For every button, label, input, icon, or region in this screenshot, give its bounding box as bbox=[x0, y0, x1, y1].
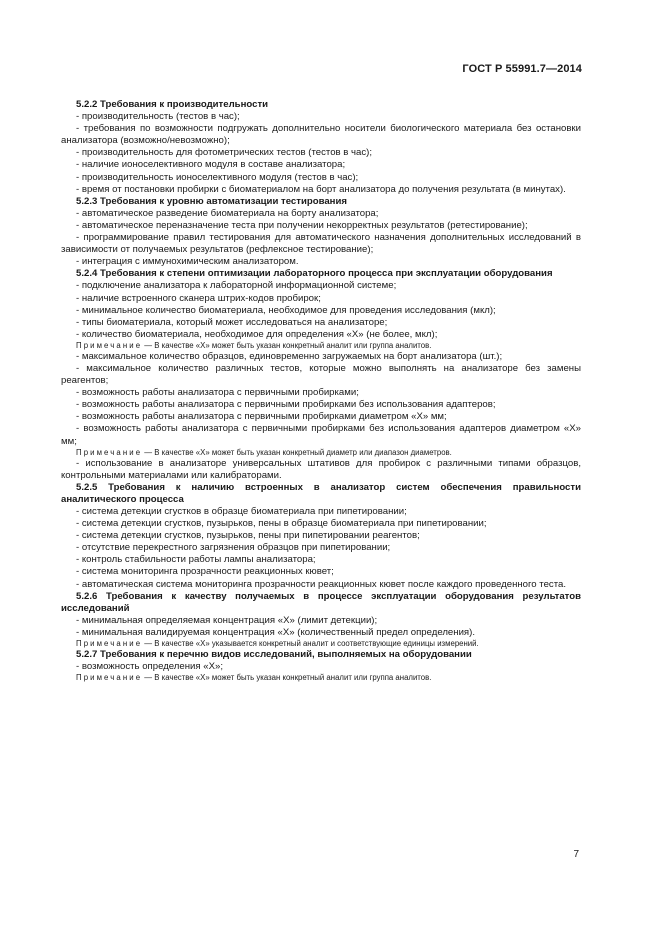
list-item: - требования по возможности подгружать дополнительно носители биологического материала без остановки анализатора (возможно/невозможно); bbox=[61, 123, 581, 147]
list-item: - использование в анализаторе универсальных штативов для пробирок с различными типами образцов, контрольными материалами или калибраторами. bbox=[61, 457, 581, 481]
list-item: - минимальная определяемая концентрация «Х» (лимит детекции); bbox=[76, 614, 378, 626]
list-item: - количество биоматериала, необходимое для определения «Х» (не более, мкл); bbox=[76, 328, 438, 340]
section-heading: 5.2.5 Требования к наличию встроенных в анализатор систем обеспечения правильности аналитического процесса bbox=[61, 481, 581, 505]
list-item: - возможность работы анализатора с первичными пробирками без использования адаптеров диаметром «Х» мм; bbox=[61, 423, 581, 447]
note-text: — В качестве «Х» указывается конкретный аналит и соответствующие единицы измерений. bbox=[142, 639, 479, 649]
list-item: - система мониторинга прозрачности реакционных кювет; bbox=[76, 566, 334, 578]
note-paragraph bbox=[61, 341, 581, 351]
list-item: - возможность работы анализатора с первичными пробирками диаметром «Х» мм; bbox=[76, 411, 447, 423]
section-heading: 5.2.2 Требования к производительности bbox=[76, 99, 269, 110]
list-item: - возможность определения «Х»; bbox=[76, 661, 223, 673]
note-label: Примечание bbox=[76, 673, 143, 683]
note-text: — В качестве «Х» может быть указан конкретный аналит или группа аналитов. bbox=[142, 673, 432, 683]
list-item: - минимальное количество биоматериала, необходимое для проведения исследования (мкл); bbox=[76, 304, 496, 316]
list-item: - производительность ионоселективного модуля (тестов в час); bbox=[76, 171, 359, 183]
list-item: - наличие встроенного сканера штрих-кодов пробирок; bbox=[76, 292, 321, 304]
list-item: - производительность (тестов в час); bbox=[76, 111, 240, 123]
section-heading: 5.2.3 Требования к уровню автоматизации тестирования bbox=[76, 195, 347, 207]
list-item: - программирование правил тестирования для автоматического назначения дополнительных исследований в зависимости от получаемых результатов (рефлексное тестирование); bbox=[61, 232, 581, 256]
list-item: - интеграция с иммунохимическим анализатором. bbox=[76, 256, 299, 268]
list-item: - система детекции сгустков, пузырьков, пены при пипетировании реагентов; bbox=[76, 530, 420, 542]
list-item: - система детекции сгустков в образце биоматериала при пипетировании; bbox=[76, 506, 407, 517]
list-item: - наличие ионоселективного модуля в составе анализатора; bbox=[76, 159, 346, 171]
list-item: - система детекции сгустков, пузырьков, пены в образце биоматериала при пипетировании; bbox=[76, 518, 487, 530]
list-item: - автоматическое разведение биоматериала на борту анализатора; bbox=[76, 207, 379, 219]
list-item: - отсутствие перекрестного загрязнения образцов при пипетировании; bbox=[76, 542, 391, 554]
note-text: — В качестве «Х» может быть указан конкретный диаметр или диапазон диаметров. bbox=[142, 447, 452, 457]
list-item: - производительность для фотометрических тестов (тестов в час); bbox=[76, 147, 373, 159]
list-item: - возможность работы анализатора с первичными пробирками; bbox=[76, 387, 359, 399]
section-heading: 5.2.4 Требования к степени оптимизации лабораторного процесса при эксплуатации оборудования bbox=[76, 268, 553, 280]
note-paragraph bbox=[61, 673, 581, 683]
list-item: - максимальное количество различных тестов, которые можно выполнять на анализаторе без замены реагентов; bbox=[61, 362, 581, 387]
section-heading: 5.2.7 Требования к перечню видов исследований, выполняемых на оборудовании bbox=[76, 649, 472, 661]
note-label: Примечание bbox=[76, 447, 143, 457]
list-item: - типы биоматериала, который может исследоваться на анализаторе; bbox=[76, 316, 388, 328]
page-number: 7 bbox=[573, 849, 579, 860]
section-heading: 5.2.6 Требования к качеству получаемых в процессе эксплуатации оборудования результатов исследований bbox=[61, 590, 581, 614]
list-item: - подключение анализатора к лабораторной информационной системе; bbox=[76, 280, 397, 292]
note-paragraph bbox=[61, 639, 581, 649]
list-item: - автоматическое переназначение теста при получении некорректных результатов (ретестирование); bbox=[76, 219, 528, 231]
note-label: Примечание bbox=[76, 639, 143, 649]
list-item: - автоматическая система мониторинга прозрачности реакционных кювет после каждого проведенного теста. bbox=[76, 578, 566, 590]
list-item: - максимальное количество образцов, единовременно загружаемых на борт анализатора (шт.); bbox=[76, 350, 503, 362]
document-id-header: ГОСТ Р 55991.7—2014 bbox=[462, 63, 582, 75]
list-item: - время от постановки пробирки с биоматериалом на борт анализатора до получения результата (в минутах). bbox=[76, 183, 566, 195]
note-paragraph bbox=[61, 448, 581, 458]
document-body bbox=[61, 99, 581, 683]
note-label: Примечание bbox=[76, 340, 143, 350]
list-item: - минимальная валидируемая концентрация «Х» (количественный предел определения). bbox=[76, 626, 475, 638]
note-text: — В качестве «Х» может быть указан конкретный аналит или группа аналитов. bbox=[142, 340, 432, 350]
list-item: - контроль стабильности работы лампы анализатора; bbox=[76, 554, 316, 566]
list-item: - возможность работы анализатора с первичными пробирками без использования адаптеров; bbox=[76, 399, 496, 411]
